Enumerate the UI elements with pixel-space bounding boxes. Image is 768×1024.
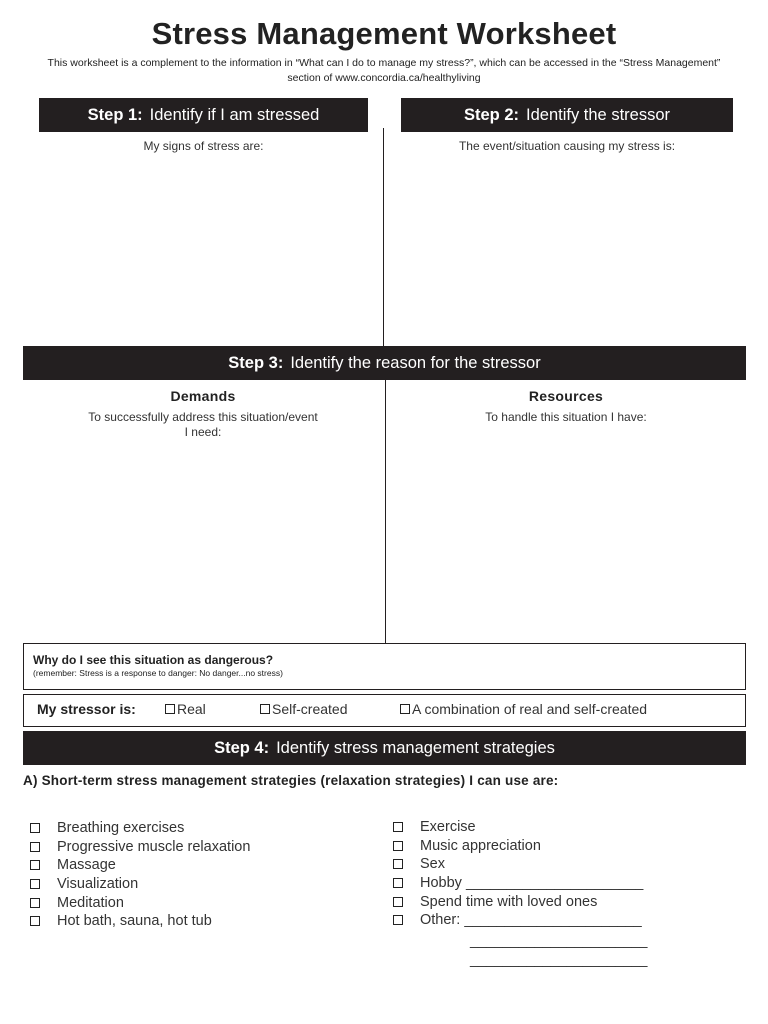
checkbox-icon[interactable] (30, 916, 40, 926)
step-1-prompt: My signs of stress are: (143, 139, 264, 153)
list-item-label: Music appreciation (420, 837, 541, 854)
checkbox-icon[interactable] (393, 841, 403, 851)
checkbox-icon[interactable] (393, 878, 403, 888)
top-divider (383, 128, 384, 347)
list-item-label: Hot bath, sauna, hot tub (57, 913, 212, 930)
list-item[interactable] (393, 855, 643, 874)
other-blank-line-2[interactable]: ______________________ (470, 952, 648, 968)
list-item-label: Meditation (57, 894, 124, 911)
list-item-label: Hobby ______________________ (420, 875, 644, 892)
stressor-option-self-created-label: Self-created (272, 701, 348, 717)
list-item-label: Breathing exercises (57, 820, 185, 837)
demands-prompt (23, 410, 383, 440)
step-1-title: Identify if I am stressed (149, 105, 320, 124)
danger-question-box[interactable] (23, 643, 746, 690)
step-4-title: Identify stress management strategies (276, 738, 555, 757)
danger-question: Why do I see this situation as dangerous? (33, 653, 274, 667)
step-2-number: Step 2: (464, 105, 520, 124)
checkbox-icon[interactable] (30, 879, 40, 889)
list-item[interactable] (30, 875, 250, 894)
checkbox-icon[interactable] (400, 704, 410, 714)
short-term-strategies-left (30, 819, 250, 931)
checkbox-icon[interactable] (30, 823, 40, 833)
other-blank-line-1[interactable]: ______________________ (470, 933, 648, 949)
checkbox-icon[interactable] (260, 704, 270, 714)
intro-text (40, 56, 728, 86)
step-4-number: Step 4: (214, 738, 270, 757)
demands-heading: Demands (170, 388, 236, 404)
checkbox-icon[interactable] (165, 704, 175, 714)
step-4-header (23, 731, 746, 765)
stressor-option-combination[interactable] (400, 701, 647, 717)
checkbox-icon[interactable] (393, 897, 403, 907)
list-item[interactable] (30, 856, 250, 875)
list-item[interactable] (393, 892, 643, 911)
stressor-option-real-label: Real (177, 701, 206, 717)
short-term-strategies-right (393, 818, 643, 930)
checkbox-icon[interactable] (30, 898, 40, 908)
resources-prompt: To handle this situation I have: (485, 410, 647, 424)
demands-prompt-line-1: To successfully address this situation/event (88, 410, 318, 424)
step-2-header (401, 98, 733, 132)
danger-note: (remember: Stress is a response to danger: No danger...no stress) (33, 668, 283, 678)
intro-line-2: section of www.concordia.ca/healthyliving (287, 72, 481, 84)
list-item-label: Spend time with loved ones (420, 893, 598, 910)
list-item[interactable] (30, 912, 250, 931)
list-item-label: Visualization (57, 876, 139, 893)
intro-line-1: This worksheet is a complement to the information in “What can I do to manage my stress?”, which can be accessed in the “Stress Management” (47, 57, 721, 69)
step-1-header (39, 98, 368, 132)
list-item[interactable] (393, 818, 643, 837)
section-a-heading: A) Short-term stress management strategies (relaxation strategies) I can use are: (23, 773, 559, 788)
list-item[interactable] (393, 837, 643, 856)
list-item[interactable] (393, 874, 643, 893)
step-1-number: Step 1: (87, 105, 143, 124)
list-item-label: Progressive muscle relaxation (57, 838, 251, 855)
list-item[interactable] (393, 911, 643, 930)
checkbox-icon[interactable] (30, 860, 40, 870)
checkbox-icon[interactable] (30, 842, 40, 852)
step-3-header (23, 346, 746, 380)
stressor-option-self-created[interactable] (260, 701, 347, 717)
step-3-title: Identify the reason for the stressor (290, 353, 541, 372)
step-2-prompt: The event/situation causing my stress is: (458, 139, 676, 153)
list-item[interactable] (30, 838, 250, 857)
list-item[interactable] (30, 819, 250, 838)
list-item-label: Sex (420, 856, 445, 873)
checkbox-icon[interactable] (393, 915, 403, 925)
stressor-option-real[interactable] (165, 701, 206, 717)
list-item-label: Exercise (420, 819, 476, 836)
list-item[interactable] (30, 893, 250, 912)
worksheet-title: Stress Management Worksheet (151, 16, 617, 51)
checkbox-icon[interactable] (393, 822, 403, 832)
checkbox-icon[interactable] (393, 859, 403, 869)
resources-heading: Resources (528, 388, 604, 404)
stressor-type-box (23, 694, 746, 727)
stressor-option-combination-label: A combination of real and self-created (412, 701, 648, 717)
step-3-number: Step 3: (228, 353, 284, 372)
list-item-label: Other: ______________________ (420, 912, 642, 929)
demands-prompt-line-2: I need: (184, 425, 222, 439)
step-2-title: Identify the stressor (526, 105, 670, 124)
list-item-label: Massage (57, 857, 116, 874)
middle-divider (385, 380, 386, 643)
stressor-label: My stressor is: (37, 701, 136, 717)
